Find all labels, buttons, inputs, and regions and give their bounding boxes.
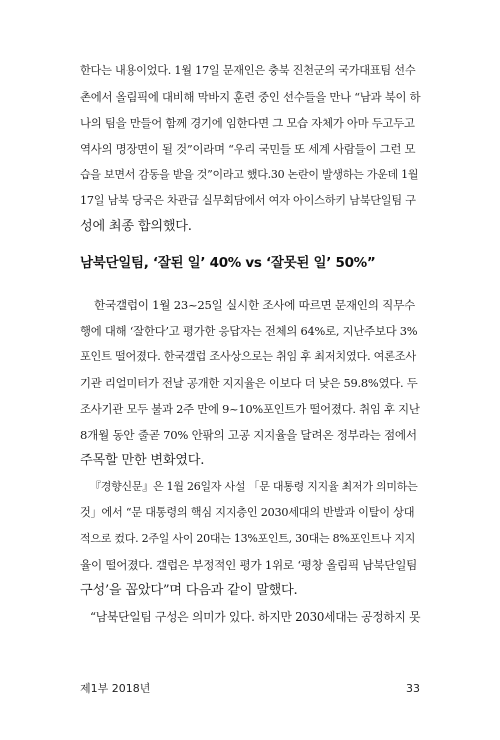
paragraph-1 <box>80 58 420 240</box>
text-line: 적으로 컸다. 2주일 사이 20대는 13%포인트, 30대는 8%포인트나 지지 <box>80 532 416 545</box>
text-line: 촌에서 올림픽에 대비해 막바지 훈련 중인 선수들을 만나 “남과 북이 하 <box>80 90 421 104</box>
text-line: 율이 떨어졌다. 갤럽은 부정적인 평가 1위로 ‘평창 올림픽 남북단일팀 <box>80 558 418 572</box>
text-line: 8개월 동안 줄곧 70% 안팎의 고공 지지율을 달려온 정부라는 점에서 <box>80 428 417 442</box>
text-line: 주목할 만한 변화였다. <box>80 453 205 468</box>
text-line: 습을 보면서 감동을 받을 것”이라고 했다.30 논란이 발생하는 가운데 1월 <box>80 168 419 181</box>
running-footer: 제1부 2018년 <box>80 682 151 695</box>
text-line: 행에 대해 ‘잘한다’고 평가한 응답자는 전체의 64%로, 지난주보다 3% <box>80 324 418 338</box>
page-number: 33 <box>406 682 420 695</box>
paragraph-2 <box>80 292 420 630</box>
text-line: 나의 팀을 만들어 함께 경기에 임한다면 그 모습 자체가 아마 두고두고 <box>80 116 415 130</box>
text-line: 성에 최종 합의했다. <box>80 219 192 234</box>
text-line: “남북단일팀 구성은 의미가 있다. 하지만 2030세대는 공정하지 못 <box>90 610 421 624</box>
text-line: 포인트 떨어졌다. 한국갤럽 조사상으로는 취임 후 최저치였다. 여론조사 <box>80 350 416 363</box>
text-line: 역사의 명장면이 될 것”이라며 “우리 국민들 또 세계 사람들이 그런 모 <box>80 142 416 156</box>
text-line: 것」에서 “문 대통령의 핵심 지지층인 2030세대의 반발과 이탈이 상대 <box>80 506 415 519</box>
text-line: 구성’을 꼽았다”며 다음과 같이 말했다. <box>80 583 298 598</box>
text-line: 17일 남북 당국은 차관급 실무회담에서 여자 아이스하키 남북단일팀 구 <box>80 194 416 207</box>
text-line: 『경향신문』은 1월 26일자 사설 「문 대통령 지지율 최저가 의미하는 <box>90 480 418 493</box>
text-line: 한다는 내용이었다. 1월 17일 문재인은 충북 진천군의 국가대표팀 선수 <box>80 64 416 77</box>
text-line: 한국갤럽이 1월 23~25일 실시한 조사에 따르면 문재인의 직무수 <box>94 298 415 312</box>
text-line: 기관 리얼미터가 전날 공개한 지지율은 이보다 더 낮은 59.8%였다. 두 <box>80 376 418 390</box>
text-line: 조사기관 모두 불과 2주 만에 9~10%포인트가 떨어졌다. 취임 후 지난 <box>80 402 420 416</box>
section-heading: 남북단일팀, ‘잘된 일’ 40% vs ‘잘못된 일’ 50%” <box>80 255 376 271</box>
